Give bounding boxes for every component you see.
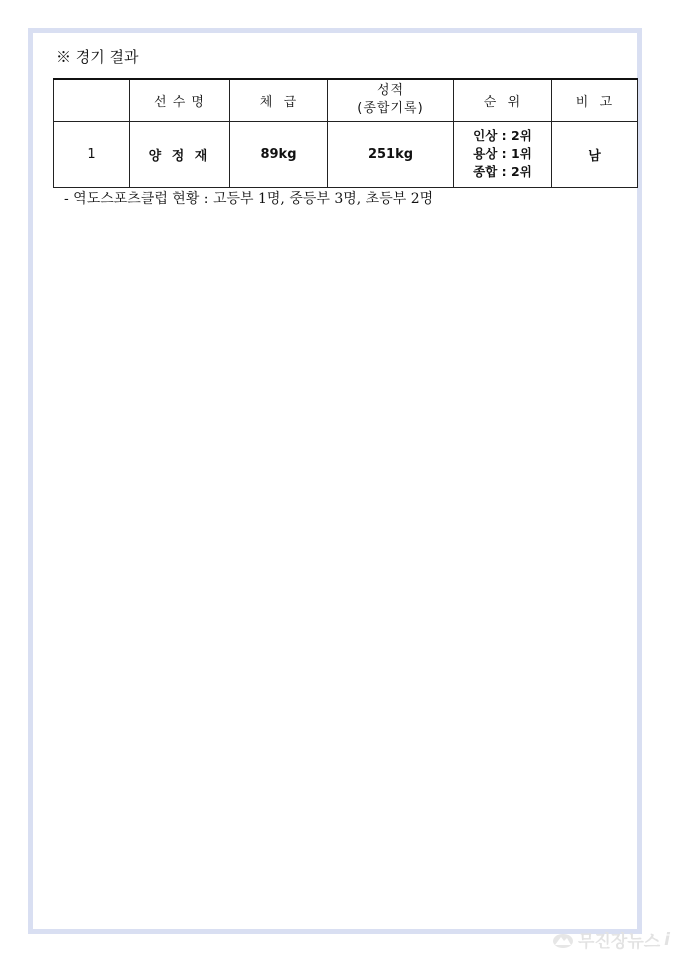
cell-weight-class: 89kg [230,121,328,187]
mountain-logo-icon [552,931,574,949]
cell-record: 251kg [328,121,454,187]
header-rank: 순 위 [454,79,552,121]
cell-remarks: 남 [552,121,638,187]
header-remarks: 비 고 [552,79,638,121]
club-status-note: - 역도스포츠클럽 현황 : 고등부 1명, 중등부 3명, 초등부 2명 [64,191,434,207]
table-header-row [54,79,638,121]
watermark [552,927,670,952]
rank-total: 종합 : 2위 [473,164,532,179]
header-record [328,79,454,121]
results-table [53,78,638,188]
watermark-text: 무진장뉴스 [578,932,661,952]
header-record-line2: (종합기록) [357,101,424,117]
cell-player-name: 양 정 재 [130,121,230,187]
cell-number: 1 [54,121,130,187]
section-title: ※ 경기 결과 [56,48,139,66]
rank-snatch: 인상 : 2위 [473,128,532,143]
header-record-line1: 성적 [376,83,405,99]
cell-rank [454,121,552,187]
header-weight-class: 체 급 [230,79,328,121]
header-player-name: 선 수 명 [130,79,230,121]
watermark-i-icon: i [664,929,670,950]
table-row [54,121,638,187]
header-number [54,79,130,121]
rank-clean-and-jerk: 용상 : 1위 [473,146,532,161]
